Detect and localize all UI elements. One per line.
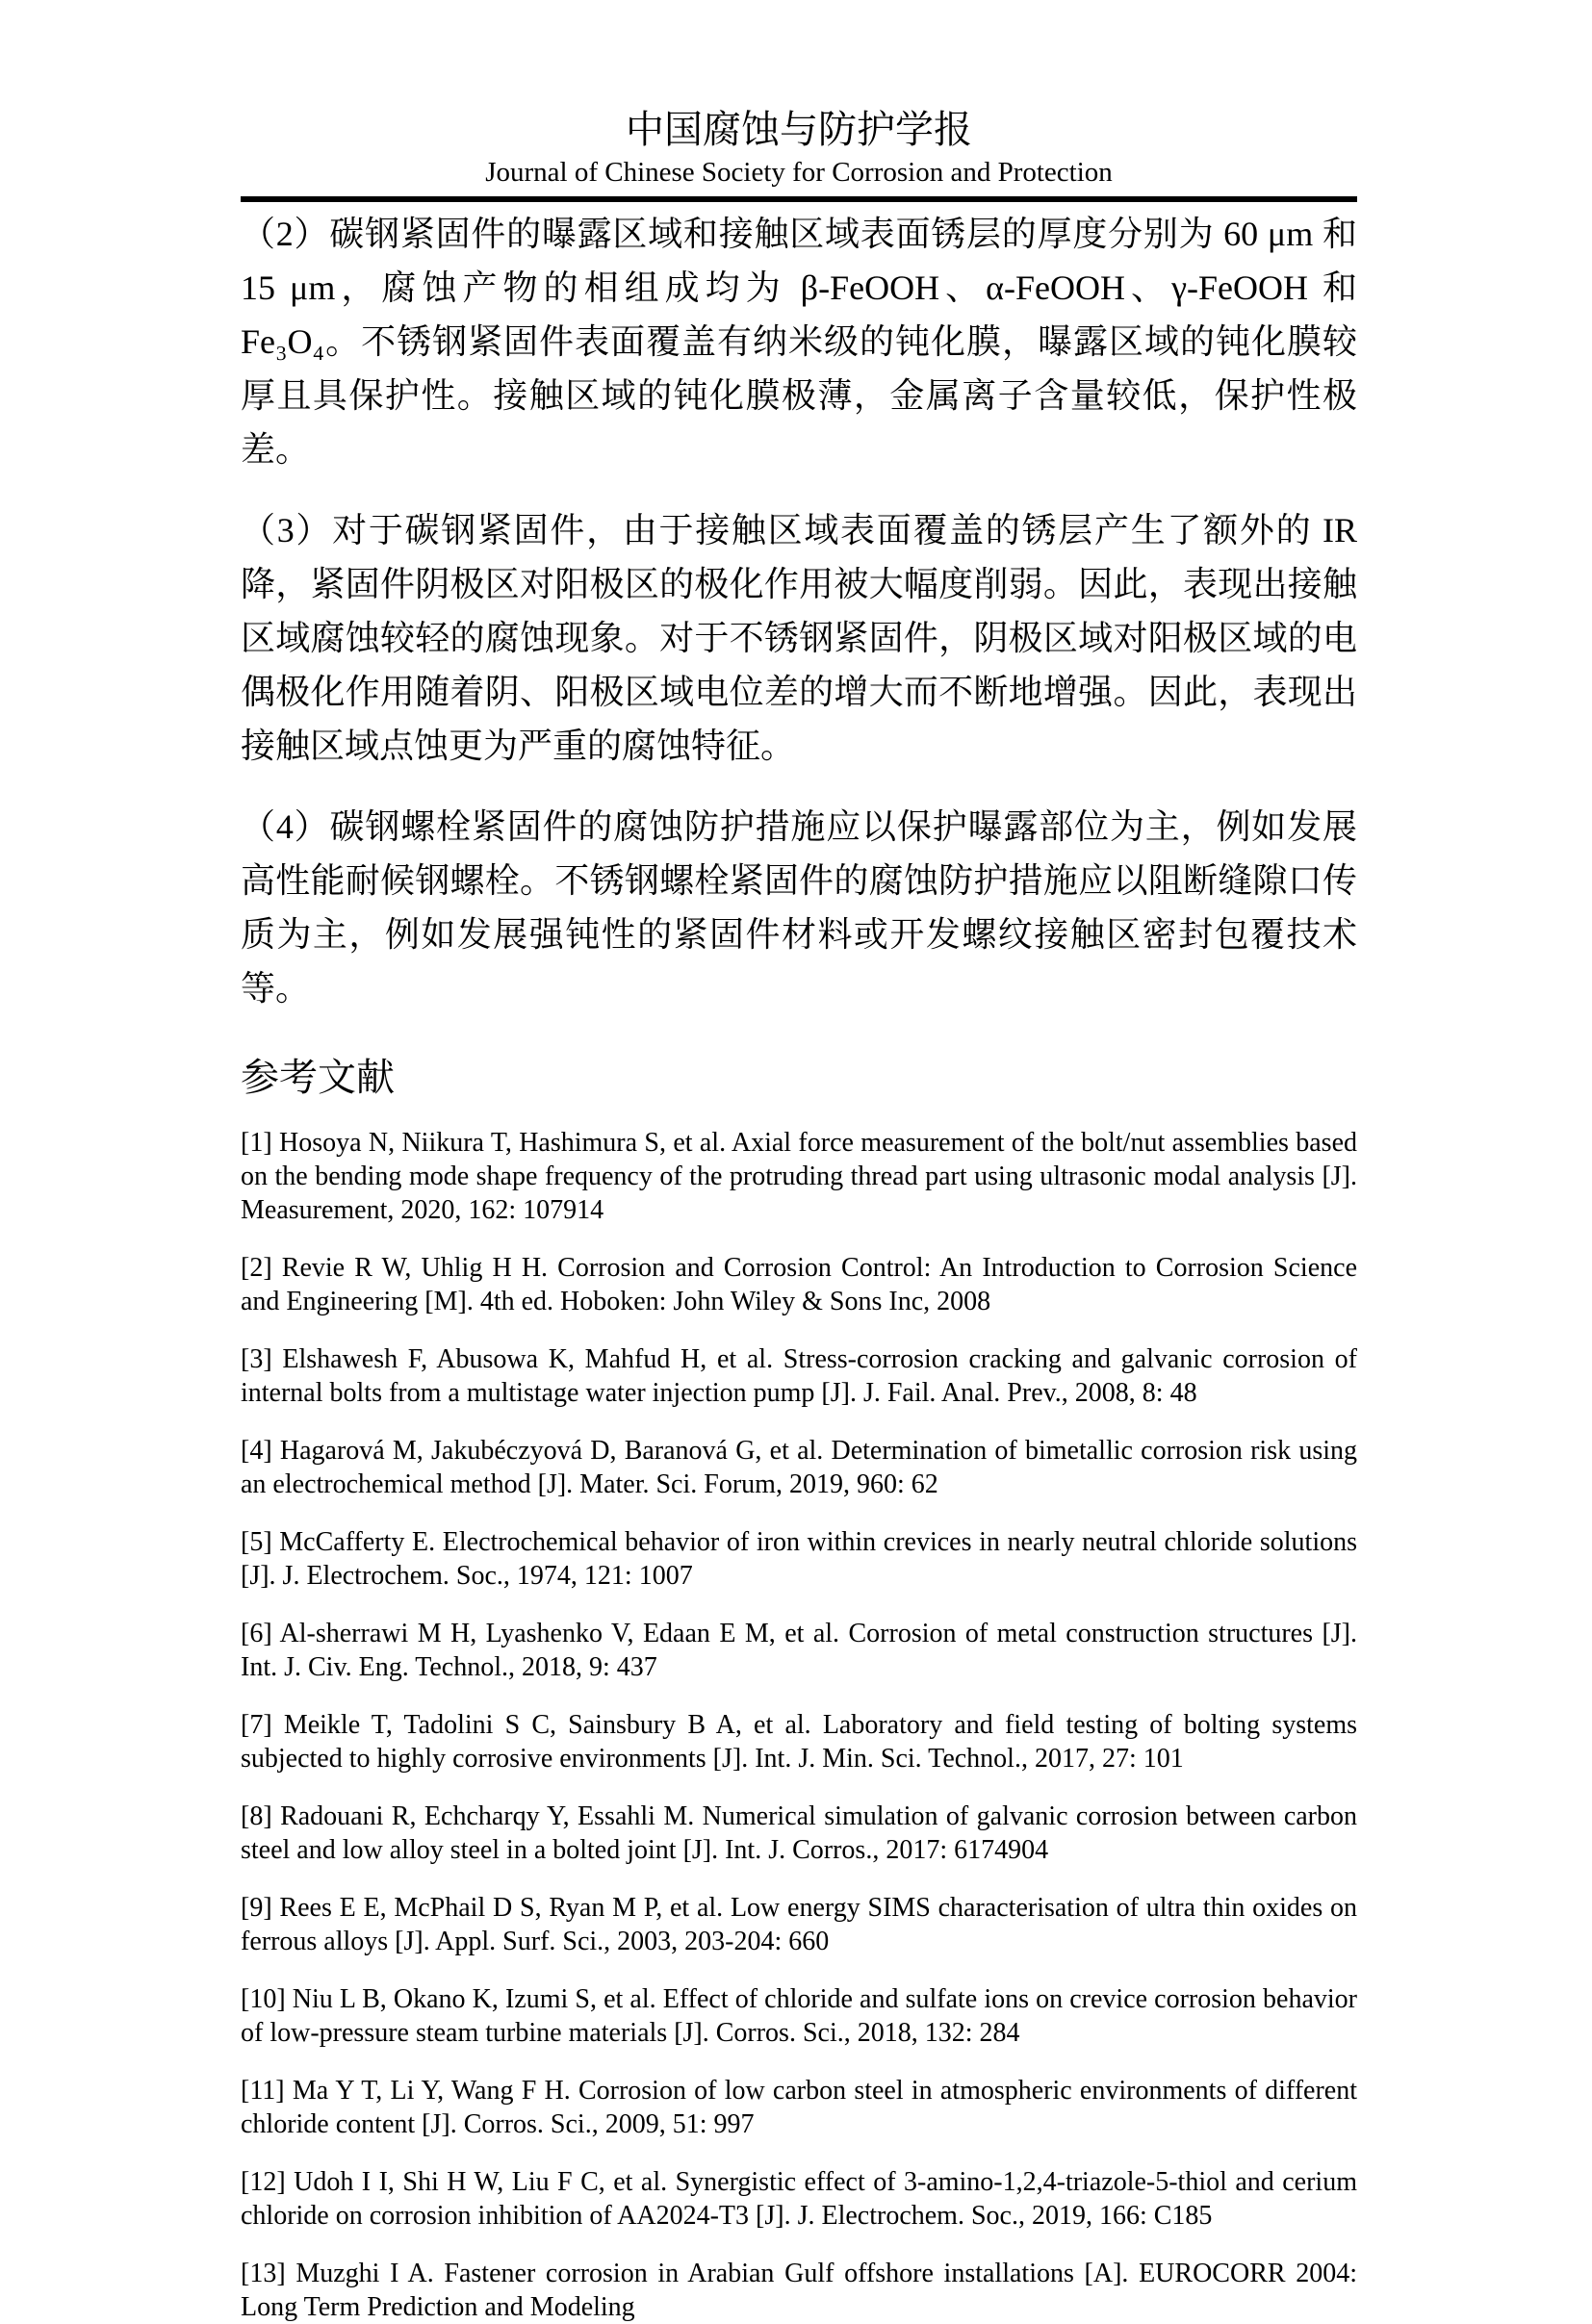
journal-title-zh: 中国腐蚀与防护学报 bbox=[626, 108, 972, 151]
reference-item-2: [2] Revie R W, Uhlig H H. Corrosion and Corrosion Control: An Introduction to Corrosion Science and Engineering [M]. 4th ed. Hoboken: John Wiley & Sons Inc, 2008 bbox=[241, 1253, 1357, 1316]
reference-item-7: [7] Meikle T, Tadolini S C, Sainsbury B A, et al. Laboratory and field testing of bolting systems subjected to highly corrosive environments [J]. Int. J. Min. Sci. Technol., 2017, 27: 101 bbox=[241, 1710, 1357, 1774]
conclusion-paragraph-2: （2）碳钢紧固件的曝露区域和接触区域表面锈层的厚度分别为 60 μm 和 15 μm，腐蚀产物的相组成均为 β-FeOOH、α-FeOOH、γ-FeOOH 和 Fe₃O₄。不锈钢紧固件表面覆盖有纳米级的钝化膜，曝露区域的钝化膜较厚且具保护性。接触区域的钝化膜极薄，金属离子含量较低，保护性极差。 bbox=[241, 215, 1357, 469]
reference-item-9: [9] Rees E E, McPhail D S, Ryan M P, et al. Low energy SIMS characterisation of ultra thin oxides on ferrous alloys [J]. Appl. Surf. Sci., 2003, 203-204: 660 bbox=[241, 1893, 1357, 1956]
journal-title-en: Journal of Chinese Society for Corrosion and Protection bbox=[485, 157, 1113, 188]
reference-item-10: [10] Niu L B, Okano K, Izumi S, et al. Effect of chloride and sulfate ions on crevice corrosion behavior of low-pressure steam turbine materials [J]. Corros. Sci., 2018, 132: 284 bbox=[241, 1984, 1357, 2048]
reference-item-12: [12] Udoh I I, Shi H W, Liu F C, et al. Synergistic effect of 3-amino-1,2,4-triazole-5-thiol and cerium chloride on corrosion inhibition of AA2024-T3 [J]. J. Electrochem. Soc., 2019, 166: C185 bbox=[241, 2167, 1357, 2231]
conclusion-paragraph-3: （3）对于碳钢紧固件，由于接触区域表面覆盖的锈层产生了额外的 IR 降，紧固件阴极区对阳极区的极化作用被大幅度削弱。因此，表现出接触区域腐蚀较轻的腐蚀现象。对于不锈钢紧固件，阴极区域对阳极区域的电偶极化作用随着阴、阳极区域电位差的增大而不断地增强。因此，表现出接触区域点蚀更为严重的腐蚀特征。 bbox=[241, 511, 1357, 765]
reference-item-13: [13] Muzghi I A. Fastener corrosion in Arabian Gulf offshore installations [A]. EUROCORR 2004: Long Term Prediction and Modeling bbox=[241, 2259, 1357, 2322]
reference-item-4: [4] Hagarová M, Jakubéczyová D, Baranová G, et al. Determination of bimetallic corrosion risk using an electrochemical method [J]. Mater. Sci. Forum, 2019, 960: 62 bbox=[241, 1436, 1357, 1499]
reference-item-11: [11] Ma Y T, Li Y, Wang F H. Corrosion of low carbon steel in atmospheric environments of different chloride content [J]. Corros. Sci., 2009, 51: 997 bbox=[241, 2076, 1357, 2139]
reference-item-6: [6] Al-sherrawi M H, Lyashenko V, Edaan E M, et al. Corrosion of metal construction structures [J]. Int. J. Civ. Eng. Technol., 2018, 9: 437 bbox=[241, 1619, 1357, 1682]
reference-item-5: [5] McCafferty E. Electrochemical behavior of iron within crevices in nearly neutral chloride solutions [J]. J. Electrochem. Soc., 1974, 121: 1007 bbox=[241, 1527, 1357, 1591]
masthead bbox=[241, 0, 1357, 189]
header-rule bbox=[241, 196, 1357, 202]
references-heading: 参考文献 bbox=[241, 1056, 395, 1099]
references-list bbox=[241, 1126, 1357, 2324]
conclusions-section bbox=[241, 207, 1357, 1015]
reference-item-8: [8] Radouani R, Echcharqy Y, Essahli M. Numerical simulation of galvanic corrosion between carbon steel and low alloy steel in a bolted joint [J]. Int. J. Corros., 2017: 6174904 bbox=[241, 1801, 1357, 1865]
reference-item-1: [1] Hosoya N, Niikura T, Hashimura S, et al. Axial force measurement of the bolt/nut assemblies based on the bending mode shape frequency of the protruding thread part using ultrasonic modal analysis [J]. Measurement, 2020, 162: 107914 bbox=[241, 1128, 1357, 1225]
conclusion-paragraph-4: （4）碳钢螺栓紧固件的腐蚀防护措施应以保护曝露部位为主，例如发展高性能耐候钢螺栓。不锈钢螺栓紧固件的腐蚀防护措施应以阻断缝隙口传质为主，例如发展强钝性的紧固件材料或开发螺纹接触区密封包覆技术等。 bbox=[241, 807, 1357, 1008]
reference-item-3: [3] Elshawesh F, Abusowa K, Mahfud H, et al. Stress-corrosion cracking and galvanic corrosion of internal bolts from a multistage water injection pump [J]. J. Fail. Anal. Prev., 2008, 8: 48 bbox=[241, 1344, 1357, 1408]
